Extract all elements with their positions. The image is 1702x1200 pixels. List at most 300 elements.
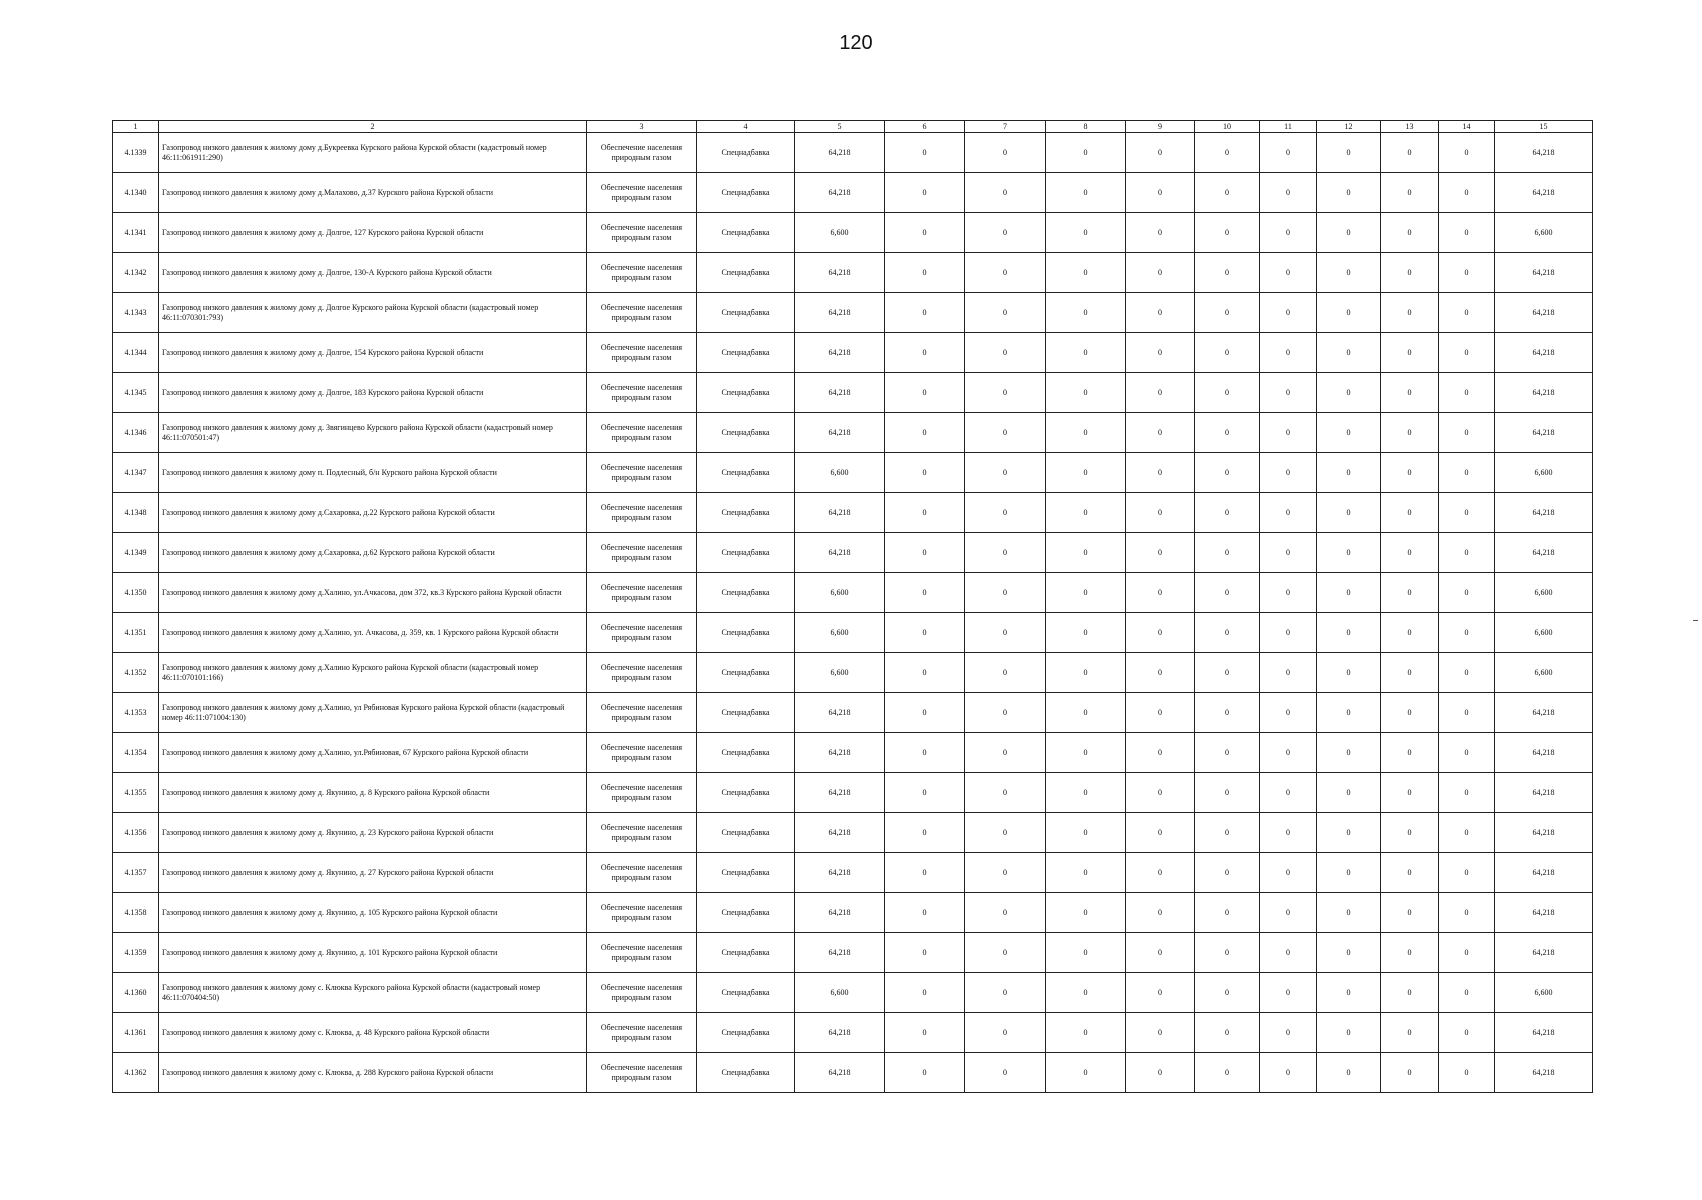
value-cell-col13: 0 [1381,893,1439,933]
value-cell-col11: 0 [1260,933,1317,973]
value-cell-col11: 0 [1260,133,1317,173]
total-cell-col15: 64,218 [1495,373,1593,413]
funding-source-cell: Спецнадбавка [697,333,795,373]
value-cell-col5: 64,218 [795,813,885,853]
value-cell-col8: 0 [1046,893,1126,933]
value-cell-col8: 0 [1046,493,1126,533]
value-cell-col8: 0 [1046,253,1126,293]
row-number-cell: 4.1351 [113,613,159,653]
value-cell-col11: 0 [1260,173,1317,213]
value-cell-col13: 0 [1381,533,1439,573]
description-cell: Газопровод низкого давления к жилому дому д. Якунино, д. 27 Курского района Курской области [159,853,587,893]
value-cell-col11: 0 [1260,573,1317,613]
value-cell-col14: 0 [1439,453,1495,493]
value-cell-col9: 0 [1126,253,1195,293]
value-cell-col5: 64,218 [795,853,885,893]
value-cell-col11: 0 [1260,1013,1317,1053]
value-cell-col12: 0 [1317,693,1381,733]
value-cell-col13: 0 [1381,493,1439,533]
value-cell-col10: 0 [1195,573,1260,613]
value-cell-col8: 0 [1046,373,1126,413]
value-cell-col8: 0 [1046,1053,1126,1093]
value-cell-col14: 0 [1439,173,1495,213]
row-number-cell: 4.1361 [113,1013,159,1053]
funding-source-cell: Спецнадбавка [697,733,795,773]
total-cell-col15: 64,218 [1495,813,1593,853]
value-cell-col9: 0 [1126,973,1195,1013]
table-row [113,213,1593,253]
value-cell-col14: 0 [1439,293,1495,333]
row-number-cell: 4.1360 [113,973,159,1013]
value-cell-col10: 0 [1195,1013,1260,1053]
value-cell-col14: 0 [1439,813,1495,853]
column-header: 10 [1195,121,1260,133]
funding-source-cell: Спецнадбавка [697,973,795,1013]
value-cell-col6: 0 [885,1013,965,1053]
column-header: 13 [1381,121,1439,133]
value-cell-col7: 0 [965,813,1046,853]
funding-source-cell: Спецнадбавка [697,613,795,653]
value-cell-col8: 0 [1046,973,1126,1013]
purpose-cell: Обеспечение населения природным газом [587,613,697,653]
purpose-cell: Обеспечение населения природным газом [587,493,697,533]
value-cell-col13: 0 [1381,613,1439,653]
value-cell-col8: 0 [1046,293,1126,333]
value-cell-col10: 0 [1195,933,1260,973]
table-body [113,133,1593,1093]
value-cell-col8: 0 [1046,613,1126,653]
value-cell-col12: 0 [1317,533,1381,573]
funding-source-cell: Спецнадбавка [697,893,795,933]
value-cell-col6: 0 [885,453,965,493]
value-cell-col7: 0 [965,373,1046,413]
value-cell-col7: 0 [965,573,1046,613]
value-cell-col13: 0 [1381,853,1439,893]
purpose-cell: Обеспечение населения природным газом [587,1013,697,1053]
value-cell-col9: 0 [1126,1053,1195,1093]
description-cell: Газопровод низкого давления к жилому дому д. Долгое, 130-А Курского района Курской области [159,253,587,293]
value-cell-col7: 0 [965,133,1046,173]
row-number-cell: 4.1340 [113,173,159,213]
value-cell-col9: 0 [1126,653,1195,693]
value-cell-col10: 0 [1195,213,1260,253]
value-cell-col9: 0 [1126,133,1195,173]
row-number-cell: 4.1345 [113,373,159,413]
purpose-cell: Обеспечение населения природным газом [587,173,697,213]
value-cell-col5: 64,218 [795,173,885,213]
value-cell-col12: 0 [1317,293,1381,333]
purpose-cell: Обеспечение населения природным газом [587,813,697,853]
value-cell-col12: 0 [1317,453,1381,493]
value-cell-col14: 0 [1439,133,1495,173]
table-row [113,973,1593,1013]
value-cell-col11: 0 [1260,493,1317,533]
value-cell-col13: 0 [1381,213,1439,253]
column-header: 9 [1126,121,1195,133]
column-header: 7 [965,121,1046,133]
value-cell-col5: 64,218 [795,253,885,293]
value-cell-col10: 0 [1195,413,1260,453]
table-row [113,853,1593,893]
column-header: 5 [795,121,885,133]
value-cell-col10: 0 [1195,173,1260,213]
table-row [113,813,1593,853]
total-cell-col15: 6,600 [1495,973,1593,1013]
funding-source-cell: Спецнадбавка [697,1013,795,1053]
row-number-cell: 4.1342 [113,253,159,293]
row-number-cell: 4.1350 [113,573,159,613]
funding-source-cell: Спецнадбавка [697,173,795,213]
value-cell-col6: 0 [885,573,965,613]
value-cell-col6: 0 [885,653,965,693]
description-cell: Газопровод низкого давления к жилому дому д.Букреевка Курского района Курской области (кадастровый номер 46:11:061911:290) [159,133,587,173]
row-number-cell: 4.1357 [113,853,159,893]
table-row [113,733,1593,773]
value-cell-col10: 0 [1195,813,1260,853]
table-row [113,1053,1593,1093]
row-number-cell: 4.1358 [113,893,159,933]
value-cell-col9: 0 [1126,813,1195,853]
value-cell-col9: 0 [1126,413,1195,453]
value-cell-col7: 0 [965,213,1046,253]
value-cell-col7: 0 [965,773,1046,813]
value-cell-col14: 0 [1439,413,1495,453]
value-cell-col8: 0 [1046,733,1126,773]
value-cell-col11: 0 [1260,693,1317,733]
row-number-cell: 4.1348 [113,493,159,533]
description-cell: Газопровод низкого давления к жилому дому д. Долгое, 127 Курского района Курской области [159,213,587,253]
value-cell-col8: 0 [1046,653,1126,693]
value-cell-col6: 0 [885,733,965,773]
value-cell-col13: 0 [1381,973,1439,1013]
value-cell-col13: 0 [1381,413,1439,453]
value-cell-col9: 0 [1126,453,1195,493]
purpose-cell: Обеспечение населения природным газом [587,933,697,973]
column-header: 1 [113,121,159,133]
total-cell-col15: 64,218 [1495,733,1593,773]
description-cell: Газопровод низкого давления к жилому дому д. Звягинцево Курского района Курской области (кадастровый номер 46:11:070501:47) [159,413,587,453]
value-cell-col10: 0 [1195,733,1260,773]
value-cell-col6: 0 [885,933,965,973]
value-cell-col10: 0 [1195,653,1260,693]
value-cell-col5: 64,218 [795,533,885,573]
value-cell-col14: 0 [1439,733,1495,773]
total-cell-col15: 64,218 [1495,853,1593,893]
value-cell-col9: 0 [1126,533,1195,573]
value-cell-col13: 0 [1381,653,1439,693]
description-cell: Газопровод низкого давления к жилому дому д.Халино, ул. Ачкасова, д. 359, кв. 1 Курского района Курской области [159,613,587,653]
value-cell-col7: 0 [965,693,1046,733]
value-cell-col13: 0 [1381,373,1439,413]
value-cell-col8: 0 [1046,853,1126,893]
table-row [113,533,1593,573]
value-cell-col9: 0 [1126,853,1195,893]
value-cell-col5: 64,218 [795,773,885,813]
value-cell-col7: 0 [965,533,1046,573]
value-cell-col11: 0 [1260,613,1317,653]
funding-source-cell: Спецнадбавка [697,653,795,693]
total-cell-col15: 64,218 [1495,413,1593,453]
total-cell-col15: 64,218 [1495,893,1593,933]
purpose-cell: Обеспечение населения природным газом [587,973,697,1013]
value-cell-col9: 0 [1126,293,1195,333]
table-row [113,1013,1593,1053]
value-cell-col5: 64,218 [795,1053,885,1093]
value-cell-col6: 0 [885,373,965,413]
value-cell-col6: 0 [885,413,965,453]
value-cell-col13: 0 [1381,693,1439,733]
column-header: 11 [1260,121,1317,133]
table-row [113,413,1593,453]
value-cell-col12: 0 [1317,253,1381,293]
value-cell-col6: 0 [885,813,965,853]
value-cell-col13: 0 [1381,293,1439,333]
description-cell: Газопровод низкого давления к жилому дому д.Халино Курского района Курской области (кадастровый номер 46:11:070101:166) [159,653,587,693]
total-cell-col15: 6,600 [1495,573,1593,613]
purpose-cell: Обеспечение населения природным газом [587,133,697,173]
value-cell-col5: 64,218 [795,133,885,173]
total-cell-col15: 64,218 [1495,333,1593,373]
value-cell-col10: 0 [1195,453,1260,493]
funding-source-cell: Спецнадбавка [697,213,795,253]
purpose-cell: Обеспечение населения природным газом [587,1053,697,1093]
value-cell-col8: 0 [1046,573,1126,613]
value-cell-col11: 0 [1260,733,1317,773]
purpose-cell: Обеспечение населения природным газом [587,853,697,893]
description-cell: Газопровод низкого давления к жилому дому д. Якунино, д. 105 Курского района Курской области [159,893,587,933]
description-cell: Газопровод низкого давления к жилому дому д.Халино, ул.Рябиновая, 67 Курского района Курской области [159,733,587,773]
value-cell-col5: 64,218 [795,1013,885,1053]
page-number: 120 [839,32,873,54]
value-cell-col14: 0 [1439,693,1495,733]
value-cell-col13: 0 [1381,573,1439,613]
value-cell-col7: 0 [965,493,1046,533]
total-cell-col15: 64,218 [1495,293,1593,333]
purpose-cell: Обеспечение населения природным газом [587,293,697,333]
value-cell-col5: 64,218 [795,493,885,533]
funding-source-cell: Спецнадбавка [697,453,795,493]
total-cell-col15: 64,218 [1495,773,1593,813]
total-cell-col15: 64,218 [1495,933,1593,973]
description-cell: Газопровод низкого давления к жилому дому д.Малахово, д.37 Курского района Курской области [159,173,587,213]
value-cell-col8: 0 [1046,213,1126,253]
value-cell-col12: 0 [1317,813,1381,853]
value-cell-col7: 0 [965,933,1046,973]
value-cell-col7: 0 [965,173,1046,213]
value-cell-col6: 0 [885,853,965,893]
value-cell-col12: 0 [1317,1053,1381,1093]
value-cell-col7: 0 [965,1053,1046,1093]
scan-edge-mark [1693,620,1698,621]
description-cell: Газопровод низкого давления к жилому дому д.Сахаровка, д.62 Курского района Курской области [159,533,587,573]
description-cell: Газопровод низкого давления к жилому дому д. Якунино, д. 8 Курского района Курской области [159,773,587,813]
value-cell-col12: 0 [1317,973,1381,1013]
value-cell-col11: 0 [1260,813,1317,853]
value-cell-col11: 0 [1260,1053,1317,1093]
value-cell-col8: 0 [1046,333,1126,373]
value-cell-col11: 0 [1260,773,1317,813]
value-cell-col10: 0 [1195,333,1260,373]
description-cell: Газопровод низкого давления к жилому дому с. Клюква, д. 288 Курского района Курской области [159,1053,587,1093]
row-number-cell: 4.1343 [113,293,159,333]
table-row [113,933,1593,973]
column-header: 8 [1046,121,1126,133]
value-cell-col5: 6,600 [795,453,885,493]
value-cell-col12: 0 [1317,333,1381,373]
value-cell-col6: 0 [885,493,965,533]
value-cell-col11: 0 [1260,373,1317,413]
value-cell-col10: 0 [1195,533,1260,573]
table-row [113,373,1593,413]
funding-source-cell: Спецнадбавка [697,853,795,893]
description-cell: Газопровод низкого давления к жилому дому с. Клюква, д. 48 Курского района Курской области [159,1013,587,1053]
value-cell-col7: 0 [965,293,1046,333]
value-cell-col12: 0 [1317,853,1381,893]
row-number-cell: 4.1353 [113,693,159,733]
value-cell-col12: 0 [1317,733,1381,773]
value-cell-col14: 0 [1439,1013,1495,1053]
value-cell-col13: 0 [1381,733,1439,773]
purpose-cell: Обеспечение населения природным газом [587,413,697,453]
funding-source-cell: Спецнадбавка [697,813,795,853]
value-cell-col5: 6,600 [795,653,885,693]
table-row [113,653,1593,693]
value-cell-col13: 0 [1381,453,1439,493]
value-cell-col5: 64,218 [795,693,885,733]
value-cell-col6: 0 [885,133,965,173]
data-table [112,120,1593,1093]
value-cell-col13: 0 [1381,133,1439,173]
funding-source-cell: Спецнадбавка [697,133,795,173]
table-row [113,693,1593,733]
value-cell-col12: 0 [1317,893,1381,933]
row-number-cell: 4.1344 [113,333,159,373]
value-cell-col8: 0 [1046,133,1126,173]
description-cell: Газопровод низкого давления к жилому дому д. Якунино, д. 23 Курского района Курской области [159,813,587,853]
value-cell-col10: 0 [1195,853,1260,893]
value-cell-col9: 0 [1126,733,1195,773]
value-cell-col13: 0 [1381,1053,1439,1093]
purpose-cell: Обеспечение населения природным газом [587,333,697,373]
description-cell: Газопровод низкого давления к жилому дому п. Подлесный, б/н Курского района Курской области [159,453,587,493]
value-cell-col5: 64,218 [795,373,885,413]
value-cell-col14: 0 [1439,893,1495,933]
funding-source-cell: Спецнадбавка [697,253,795,293]
column-header: 6 [885,121,965,133]
value-cell-col13: 0 [1381,253,1439,293]
value-cell-col14: 0 [1439,1053,1495,1093]
row-number-cell: 4.1355 [113,773,159,813]
row-number-cell: 4.1346 [113,413,159,453]
value-cell-col14: 0 [1439,213,1495,253]
value-cell-col14: 0 [1439,973,1495,1013]
row-number-cell: 4.1359 [113,933,159,973]
total-cell-col15: 64,218 [1495,1053,1593,1093]
funding-source-cell: Спецнадбавка [697,373,795,413]
value-cell-col9: 0 [1126,373,1195,413]
total-cell-col15: 6,600 [1495,613,1593,653]
value-cell-col9: 0 [1126,773,1195,813]
value-cell-col13: 0 [1381,933,1439,973]
value-cell-col5: 6,600 [795,573,885,613]
value-cell-col14: 0 [1439,653,1495,693]
description-cell: Газопровод низкого давления к жилому дому д. Долгое, 183 Курского района Курской области [159,373,587,413]
value-cell-col7: 0 [965,853,1046,893]
value-cell-col6: 0 [885,253,965,293]
column-header: 4 [697,121,795,133]
value-cell-col6: 0 [885,293,965,333]
description-cell: Газопровод низкого давления к жилому дому д.Сахаровка, д.22 Курского района Курской области [159,493,587,533]
value-cell-col7: 0 [965,653,1046,693]
table-row [113,453,1593,493]
value-cell-col7: 0 [965,453,1046,493]
total-cell-col15: 64,218 [1495,173,1593,213]
value-cell-col9: 0 [1126,573,1195,613]
value-cell-col12: 0 [1317,213,1381,253]
value-cell-col12: 0 [1317,573,1381,613]
value-cell-col14: 0 [1439,613,1495,653]
description-cell: Газопровод низкого давления к жилому дому д. Долгое Курского района Курской области (кадастровый номер 46:11:070301:793) [159,293,587,333]
purpose-cell: Обеспечение населения природным газом [587,773,697,813]
value-cell-col8: 0 [1046,1013,1126,1053]
value-cell-col14: 0 [1439,253,1495,293]
value-cell-col10: 0 [1195,613,1260,653]
table-row [113,773,1593,813]
value-cell-col11: 0 [1260,653,1317,693]
table-row [113,333,1593,373]
value-cell-col6: 0 [885,1053,965,1093]
value-cell-col8: 0 [1046,813,1126,853]
description-cell: Газопровод низкого давления к жилому дому д. Долгое, 154 Курского района Курской области [159,333,587,373]
column-header: 12 [1317,121,1381,133]
value-cell-col7: 0 [965,333,1046,373]
value-cell-col8: 0 [1046,773,1126,813]
table-row [113,573,1593,613]
funding-source-cell: Спецнадбавка [697,773,795,813]
value-cell-col8: 0 [1046,693,1126,733]
value-cell-col12: 0 [1317,1013,1381,1053]
column-header: 3 [587,121,697,133]
description-cell: Газопровод низкого давления к жилому дому д.Халино, ул.Ачкасова, дом 372, кв.3 Курского района Курской области [159,573,587,613]
value-cell-col5: 64,218 [795,893,885,933]
value-cell-col12: 0 [1317,773,1381,813]
row-number-cell: 4.1352 [113,653,159,693]
purpose-cell: Обеспечение населения природным газом [587,533,697,573]
value-cell-col9: 0 [1126,933,1195,973]
value-cell-col5: 64,218 [795,933,885,973]
value-cell-col10: 0 [1195,493,1260,533]
value-cell-col7: 0 [965,613,1046,653]
value-cell-col10: 0 [1195,373,1260,413]
purpose-cell: Обеспечение населения природным газом [587,253,697,293]
total-cell-col15: 6,600 [1495,653,1593,693]
purpose-cell: Обеспечение населения природным газом [587,733,697,773]
value-cell-col5: 64,218 [795,333,885,373]
total-cell-col15: 6,600 [1495,453,1593,493]
value-cell-col5: 64,218 [795,413,885,453]
value-cell-col11: 0 [1260,413,1317,453]
value-cell-col9: 0 [1126,213,1195,253]
value-cell-col12: 0 [1317,373,1381,413]
total-cell-col15: 64,218 [1495,493,1593,533]
value-cell-col11: 0 [1260,453,1317,493]
value-cell-col12: 0 [1317,493,1381,533]
table-row [113,133,1593,173]
description-cell: Газопровод низкого давления к жилому дому д.Халино, ул Рябиновая Курского района Курской области (кадастровый номер 46:11:071004:130) [159,693,587,733]
value-cell-col13: 0 [1381,1013,1439,1053]
funding-source-cell: Спецнадбавка [697,293,795,333]
value-cell-col10: 0 [1195,293,1260,333]
